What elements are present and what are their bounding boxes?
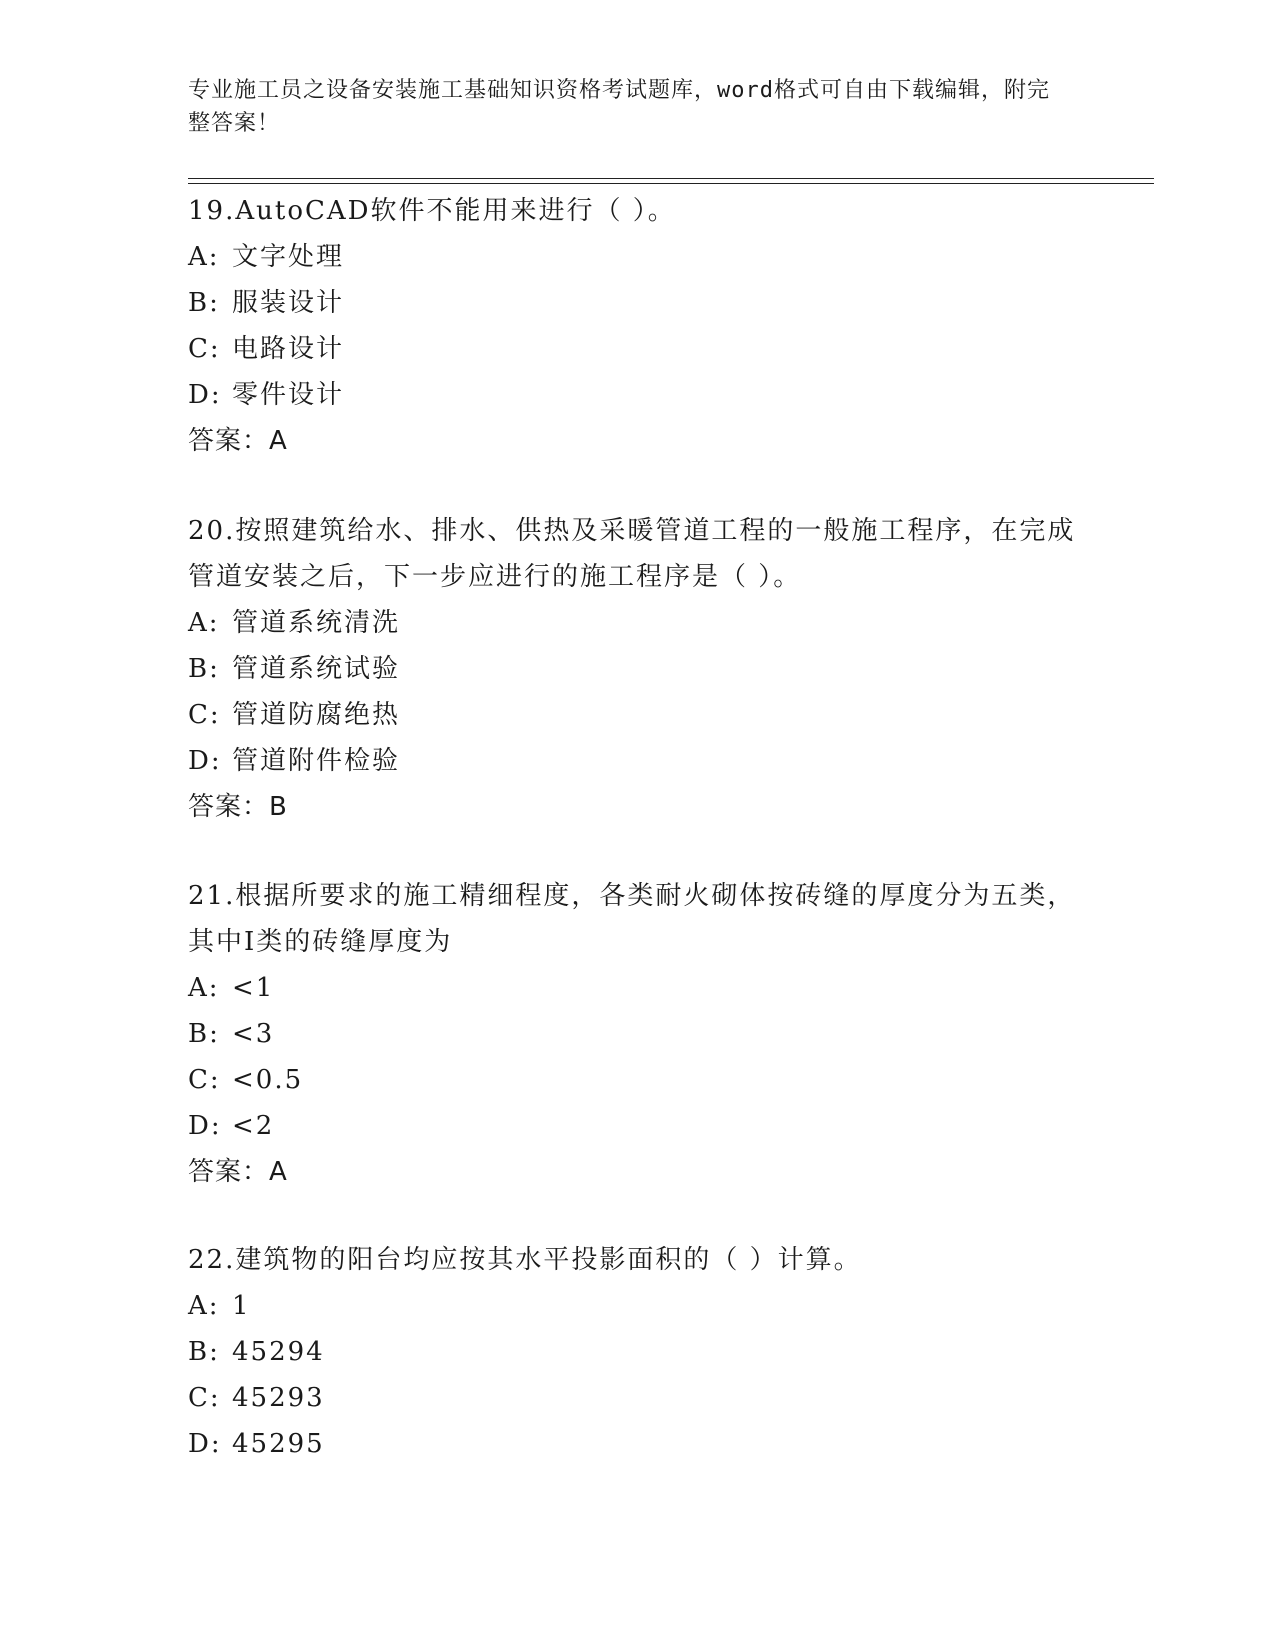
option-a [188, 600, 1088, 646]
question-20 [188, 508, 1088, 830]
option-letter: A: [188, 973, 220, 1003]
option-letter: C: [188, 700, 221, 730]
option-text: 管道系统清洗 [232, 608, 401, 638]
option-letter: B: [188, 288, 220, 318]
option-b [188, 280, 1088, 326]
document-header: 专业施工员之设备安装施工基础知识资格考试题库，word格式可自由下载编辑，附完整答案！ [188, 78, 1050, 136]
option-text: 1 [232, 1291, 251, 1321]
option-a [188, 1283, 1088, 1329]
question-title: 19.AutoCAD软件不能用来进行（ ）。 [188, 196, 676, 226]
option-text: 服装设计 [232, 288, 345, 318]
option-b [188, 1011, 1088, 1057]
option-letter: D: [188, 1111, 222, 1141]
option-letter: D: [188, 380, 222, 410]
option-letter: C: [188, 1065, 221, 1095]
option-text: <2 [232, 1111, 275, 1141]
option-letter: C: [188, 334, 221, 364]
question-22 [188, 1237, 1088, 1467]
option-text: 文字处理 [232, 242, 345, 272]
option-letter: B: [188, 1337, 220, 1367]
option-c [188, 1057, 1088, 1103]
option-a [188, 965, 1088, 1011]
option-letter: A: [188, 608, 220, 638]
option-text: 45295 [232, 1429, 325, 1459]
option-letter: B: [188, 1019, 220, 1049]
answer: 答案：A [188, 1157, 288, 1187]
option-letter: B: [188, 654, 220, 684]
option-text: 45293 [232, 1383, 325, 1413]
question-21 [188, 873, 1088, 1195]
option-text: 45294 [232, 1337, 325, 1367]
option-text: <0.5 [232, 1065, 304, 1095]
option-letter: A: [188, 1291, 220, 1321]
option-c [188, 692, 1088, 738]
option-c [188, 1375, 1088, 1421]
option-b [188, 1329, 1088, 1375]
option-text: 管道附件检验 [232, 746, 401, 776]
option-text: 管道系统试验 [232, 654, 401, 684]
option-text: 零件设计 [232, 380, 345, 410]
option-b [188, 646, 1088, 692]
answer: 答案：A [188, 426, 288, 456]
question-title: 21.根据所要求的施工精细程度，各类耐火砌体按砖缝的厚度分为五类，其中I类的砖缝厚度为 [188, 881, 1076, 957]
option-a [188, 234, 1088, 280]
header-divider-bottom [188, 183, 1154, 184]
option-letter: A: [188, 242, 220, 272]
question-title: 22.建筑物的阳台均应按其水平投影面积的（ ）计算。 [188, 1245, 862, 1275]
option-d [188, 738, 1088, 784]
option-d [188, 1421, 1088, 1467]
question-title: 20.按照建筑给水、排水、供热及采暖管道工程的一般施工程序，在完成管道安装之后，下一步应进行的施工程序是（ ）。 [188, 516, 1076, 592]
option-text: <1 [232, 973, 275, 1003]
option-letter: D: [188, 746, 222, 776]
option-letter: C: [188, 1383, 221, 1413]
option-text: 管道防腐绝热 [232, 700, 401, 730]
answer: 答案：B [188, 792, 288, 822]
header-divider-top [188, 178, 1154, 179]
question-19 [188, 188, 1088, 464]
option-letter: D: [188, 1429, 222, 1459]
option-d [188, 372, 1088, 418]
option-text: <3 [232, 1019, 275, 1049]
option-c [188, 326, 1088, 372]
option-d [188, 1103, 1088, 1149]
option-text: 电路设计 [232, 334, 345, 364]
